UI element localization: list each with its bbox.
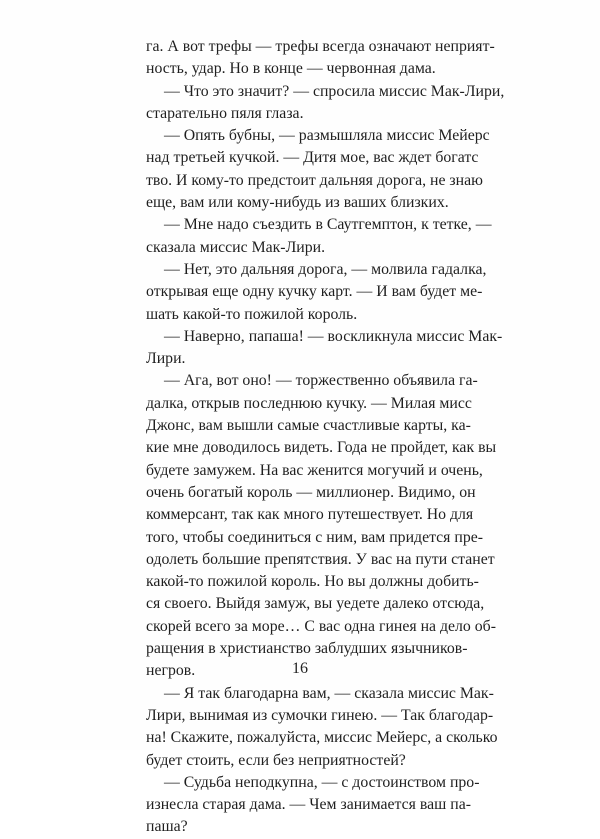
text-line: — Я так благодарна вам, — сказала миссис Мак- [164, 684, 494, 702]
text-line: га. А вот трефы — трефы всегда означают неприят- [146, 38, 495, 55]
paragraph [146, 326, 503, 371]
text-line: сказала миссис Мак-Лири. [146, 238, 326, 256]
text-line: изнесла старая дама. — Чем занимается ваш па- [146, 796, 471, 814]
text-line: одолеть большие препятствия. У вас на пути станет [146, 550, 495, 568]
paragraph [146, 259, 487, 326]
page-number: 16 [292, 660, 308, 677]
text-line: скорей всего за море… С вас одна гинея на дело об- [146, 617, 496, 635]
paragraph [146, 81, 505, 126]
text-line: кие мне доводилось видеть. Года не пройдет, как вы [146, 439, 497, 457]
text-line: будете замужем. На вас женится могучий и очень, [146, 461, 483, 479]
text-line: паша? [146, 818, 188, 836]
text-line: — Судьба неподкупна, — с достоинством про- [164, 773, 480, 791]
text-line: Джонс, вам вышли самые счастливые карты, ка- [146, 417, 471, 435]
paragraph [146, 683, 498, 772]
body-text [146, 36, 505, 839]
paragraph [146, 214, 492, 259]
text-line: коммерсант, так как много путешествует. Но для [146, 506, 474, 524]
text-line: — Нет, это дальняя дорога, — молвила гадалка, [164, 260, 487, 278]
text-line: еще, вам или кому-нибудь из ваших близких. [146, 194, 449, 212]
text-line: Лири. [146, 350, 186, 368]
paragraph [146, 370, 497, 682]
text-line: — Ага, вот оно! — торжественно объявила га- [164, 372, 478, 390]
text-line: ность, удар. Но в конце — червонная дама. [146, 60, 436, 78]
paragraph [146, 125, 490, 214]
text-line: какой-то пожилой король. Но вы должны добить- [146, 573, 479, 591]
text-line: тво. И кому-то предстоит дальняя дорога, не знаю [146, 171, 483, 189]
text-line: далка, открыв последнюю кучку. — Милая мисс [146, 394, 472, 412]
text-line: ращения в христианство заблудших язычников- [146, 640, 468, 658]
text-line: открывая еще одну кучку карт. — И вам будет ме- [146, 283, 483, 301]
text-line: ся своего. Выйдя замуж, вы уедете далеко отсюда, [146, 595, 485, 613]
text-line: негров. [146, 662, 196, 680]
text-line: старательно пяля глаза. [146, 104, 304, 122]
text-line: — Что это значит? — спросила миссис Мак-Лири, [164, 82, 505, 100]
paragraph [146, 36, 495, 81]
text-line: шать какой-то пожилой король. [146, 305, 358, 323]
text-line: над третьей кучкой. — Дитя мое, вас ждет богатс [146, 149, 479, 167]
text-line: Лири, вынимая из сумочки гинею. — Так благодар- [146, 706, 494, 724]
text-line: — Наверно, папаша! — воскликнула миссис Мак- [164, 327, 503, 345]
text-line: очень богатый король — миллионер. Видимо, он [146, 483, 476, 501]
paragraph [146, 772, 480, 839]
text-line: — Опять бубны, — размышляла миссис Мейерс [164, 127, 490, 145]
text-line: будет стоить, если без неприятностей? [146, 751, 406, 769]
text-line: того, чтобы соединиться с ним, вам придется пре- [146, 528, 484, 546]
text-line: на! Скажите, пожалуйста, миссис Мейерс, а сколько [146, 729, 498, 747]
text-line: — Мне надо съездить в Саутгемптон, к тетке, — [164, 216, 492, 234]
